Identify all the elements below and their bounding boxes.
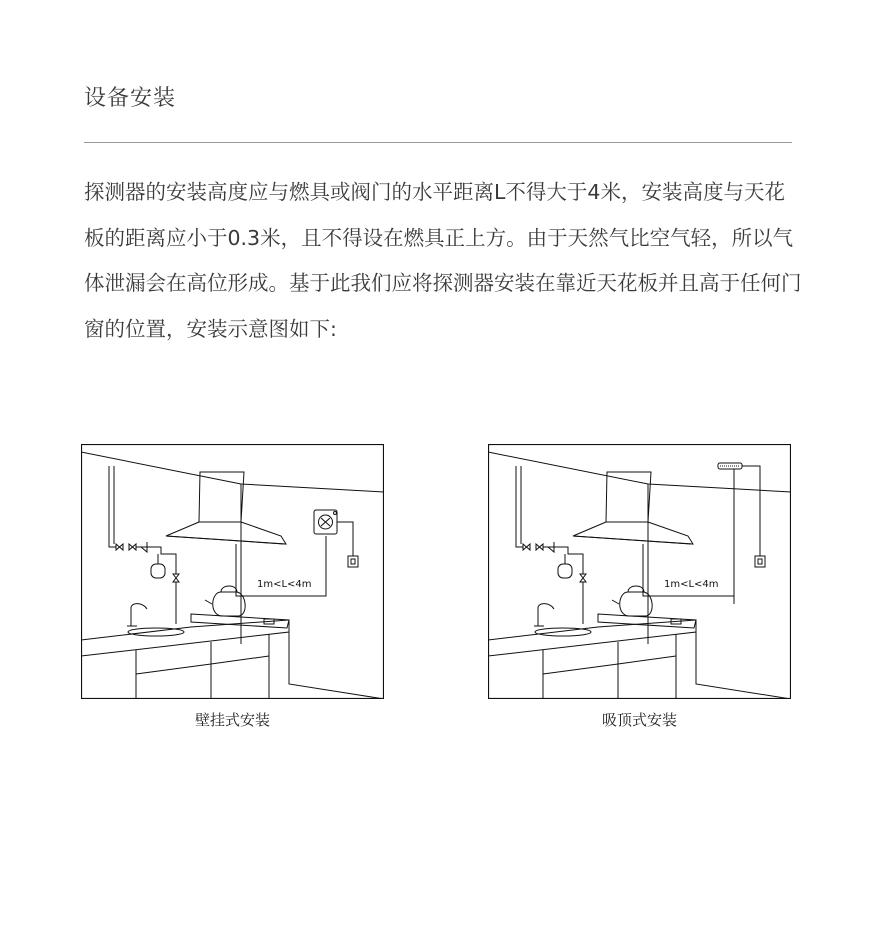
wall-mount-diagram	[81, 444, 384, 699]
ceiling-mount-caption: 吸顶式安装	[601, 711, 677, 729]
ceiling-mount-diagram	[488, 444, 791, 699]
wall-distance-label: 1m<L<4m	[257, 579, 312, 590]
ceiling-distance-label: 1m<L<4m	[664, 579, 719, 590]
section-title: 设备安装	[84, 86, 177, 111]
wall-mount-caption: 壁挂式安装	[194, 711, 270, 729]
intro-paragraph: 探测器的安装高度应与燃具或阀门的水平距离L不得大于4米，安装高度与天花板的距离应小于0.3米，且不得设在燃具正上方。由于天然气比空气轻，所以气体泄漏会在高位形成。基于此我们应将探测器安装在靠近天花板并且高于任何门窗的位置，安装示意图如下:	[84, 180, 802, 341]
section-divider	[84, 142, 792, 143]
